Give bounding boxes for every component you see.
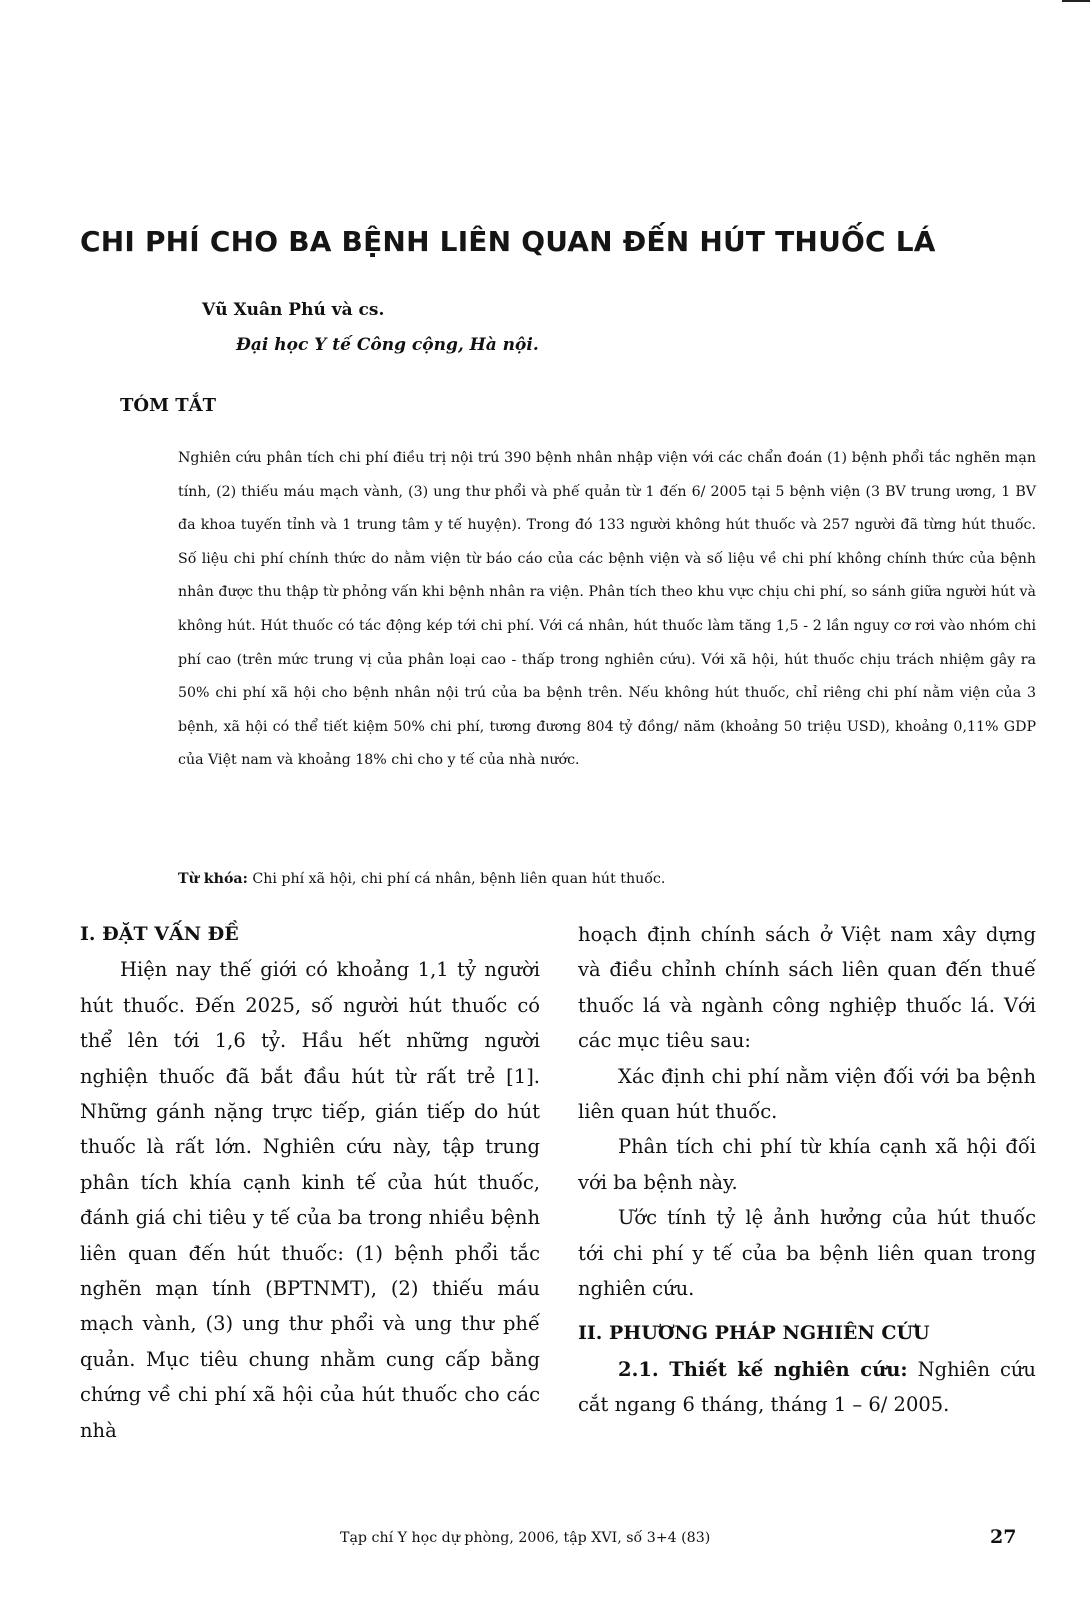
objective-2: Phân tích chi phí từ khía cạnh xã hội đối với ba bệnh này. [578,1135,1036,1194]
section2-1-text: Nghiên cứu cắt ngang 6 tháng, tháng 1 – 6/ 2005. [578,1357,1036,1417]
author: Vũ Xuân Phú và cs. [202,300,385,320]
abstract-body [178,442,1036,778]
journal-citation: Tạp chí Y học dự phòng, 2006, tập XVI, số 3+4 (83) [340,1530,711,1546]
keywords [178,864,1036,894]
page-number: 27 [990,1526,1017,1548]
section2-1-label: 2.1. Thiết kế nghiên cứu: [618,1357,908,1381]
right-column [578,917,1036,1423]
left-column [80,917,540,1448]
section2-heading: II. PHƯƠNG PHÁP NGHIÊN CỨU [578,1322,930,1345]
affiliation: Đại học Y tế Công cộng, Hà nội. [236,335,539,355]
section1-heading: I. ĐẶT VẤN ĐỀ [80,923,239,945]
keywords-label: Từ khóa: [178,871,248,887]
objective-1: Xác định chi phí nằm viện đối với ba bệnh liên quan hút thuốc. [578,1064,1036,1124]
section2-1 [578,1352,1036,1423]
keywords-text: Chi phí xã hội, chi phí cá nhân, bệnh liên quan hút thuốc. [252,871,666,887]
section1-paragraph: Hiện nay thế giới có khoảng 1,1 tỷ người hút thuốc. Đến 2025, số người hút thuốc có thể lên tới 1,6 tỷ. Hầu hết những người nghiện thuốc đã bắt đầu hút từ rất trẻ [1]. Những gánh nặng trực tiếp, gián tiếp do hút thuốc là rất lớn. Nghiên cứu này, tập trung phân tích khía cạnh kinh tế của hút thuốc, đánh giá chi tiêu y tế của ba trong nhiều bệnh liên quan đến hút thuốc: (1) bệnh phổi tắc nghẽn mạn tính (BPTNMT), (2) thiếu máu mạch vành, (3) ung thư phổi và ung thư phế quản. Mục tiêu chung nhằm cung cấp bằng chứng về chi phí xã hội của hút thuốc cho các nhà [80,958,540,1442]
abstract-text: Nghiên cứu phân tích chi phí điều trị nội trú 390 bệnh nhân nhập viện với các chẩn đoán (1) bệnh phổi tắc nghẽn mạn tính, (2) thiếu máu mạch vành, (3) ung thư phổi và phế quản từ 1 đến 6/ 2005 tại 5 bệnh viện (3 BV trung ương, 1 BV đa khoa tuyến tỉnh và 1 trung tâm y tế huyện). Trong đó 133 người không hút thuốc và 257 người đã từng hút thuốc. Số liệu chi phí chính thức do nằm viện từ báo cáo của các bệnh viện và số liệu về chi phí không chính thức của bệnh nhân được thu thập từ phỏng vấn khi bệnh nhân ra viện. Phân tích theo khu vực chịu chi phí, so sánh giữa người hút và không hút. Hút thuốc có tác động kép tới chi phí. Với cá nhân, hút thuốc làm tăng 1,5 - 2 lần nguy cơ rơi vào nhóm chi phí cao (trên mức trung vị của phân loại cao - thấp trong nghiên cứu). Với xã hội, hút thuốc chịu trách nhiệm gây ra 50% chi phí xã hội cho bệnh nhân nội trú của ba bệnh trên. Nếu không hút thuốc, chỉ riêng chi phí nằm viện của 3 bệnh, xã hội có thể tiết kiệm 50% chi phí, tương đương 804 tỷ đồng/ năm (khoảng 50 triệu USD), khoảng 0,11% GDP của Việt nam và khoảng 18% chi cho y tế của nhà nước. [178,450,1037,769]
corner-rule [1062,0,1090,2]
section1-paragraph-continued: hoạch định chính sách ở Việt nam xây dựng và điều chỉnh chính sách liên quan đến thuế thuốc lá và ngành công nghiệp thuốc lá. Với các mục tiêu sau: [578,923,1036,1053]
article-title: CHI PHÍ CHO BA BỆNH LIÊN QUAN ĐẾN HÚT THUỐC LÁ [80,225,936,258]
abstract-heading: TÓM TẮT [120,395,217,416]
objective-3: Ước tính tỷ lệ ảnh hưởng của hút thuốc tới chi phí y tế của ba bệnh liên quan trong nghiên cứu. [578,1206,1036,1301]
